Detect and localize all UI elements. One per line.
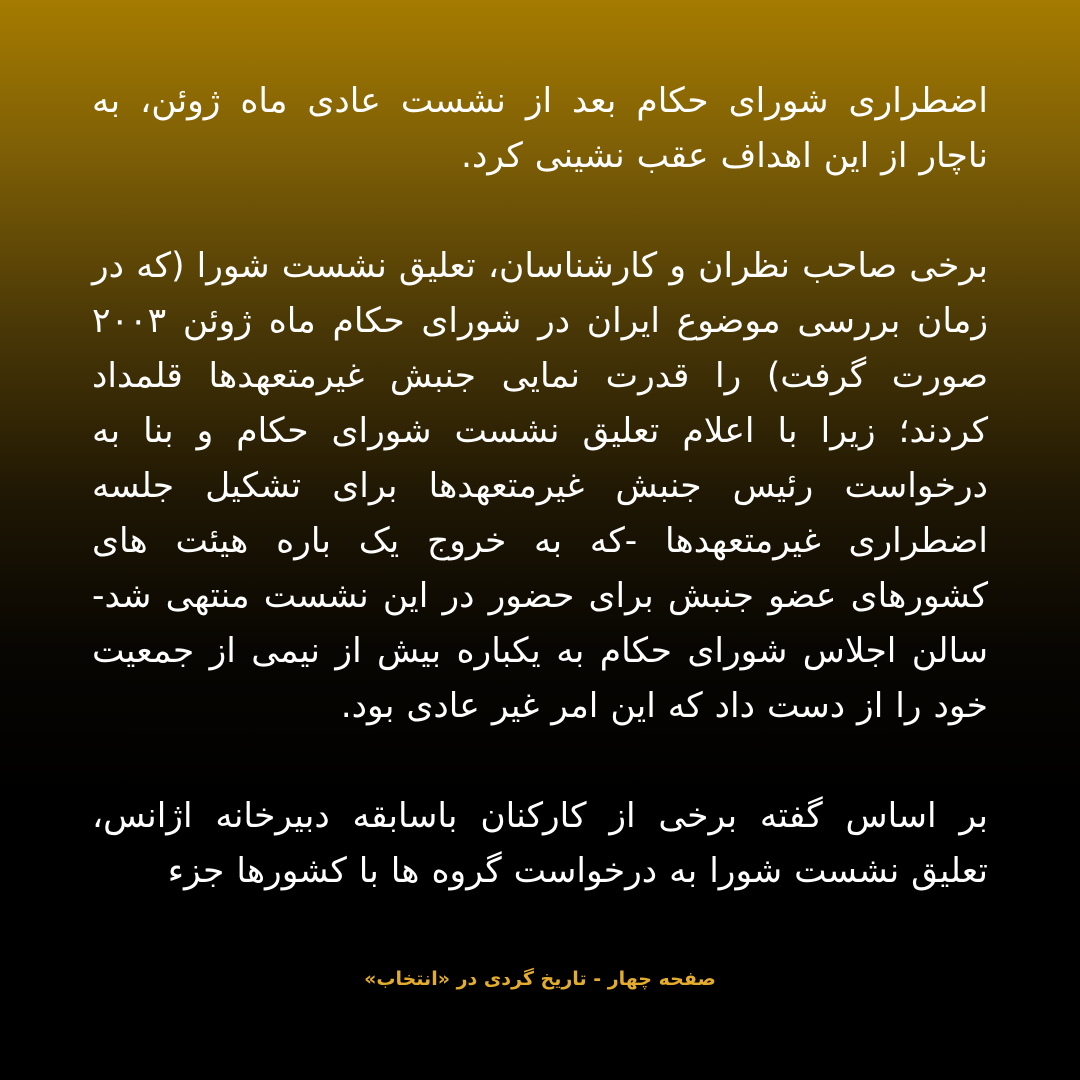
- paragraph-1: اضطراری شورای حکام بعد از نشست عادی ماه ژوئن، به ناچار از این اهداف عقب نشینی کرد.: [92, 81, 988, 176]
- paragraph-2: برخی صاحب نظران و کارشناسان، تعلیق نشست شورا (که در زمان بررسی موضوع ایران در شورای حکام ماه ژوئن ۲۰۰۳ صورت گرفت) را قدرت نمایی جنبش غیرمتعهدها قلمداد کردند؛ زیرا با اعلام تعلیق نشست شورای حکام و بنا به درخواست رئیس جنبش غیرمتعهدها برای تشکیل جلسه اضطراری غیرمتعهدها -که به خروج یک باره هیئت های کشورهای عضو جنبش برای حضور در این نشست منتهی شد- سالن اجلاس شورای حکام به یکباره بیش از نیمی از جمعیت خود را از دست داد که این امر غیر عادی بود.: [92, 246, 988, 726]
- paragraph-3: بر اساس گفته برخی از کارکنان باسابقه دبیرخانه اژانس، تعلیق نشست شورا به درخواست گروه ها با کشورها جزء: [92, 796, 988, 891]
- footer-caption: صفحه چهار - تاریخ گردی در «انتخاب»: [364, 968, 716, 990]
- article-body: [92, 74, 988, 899]
